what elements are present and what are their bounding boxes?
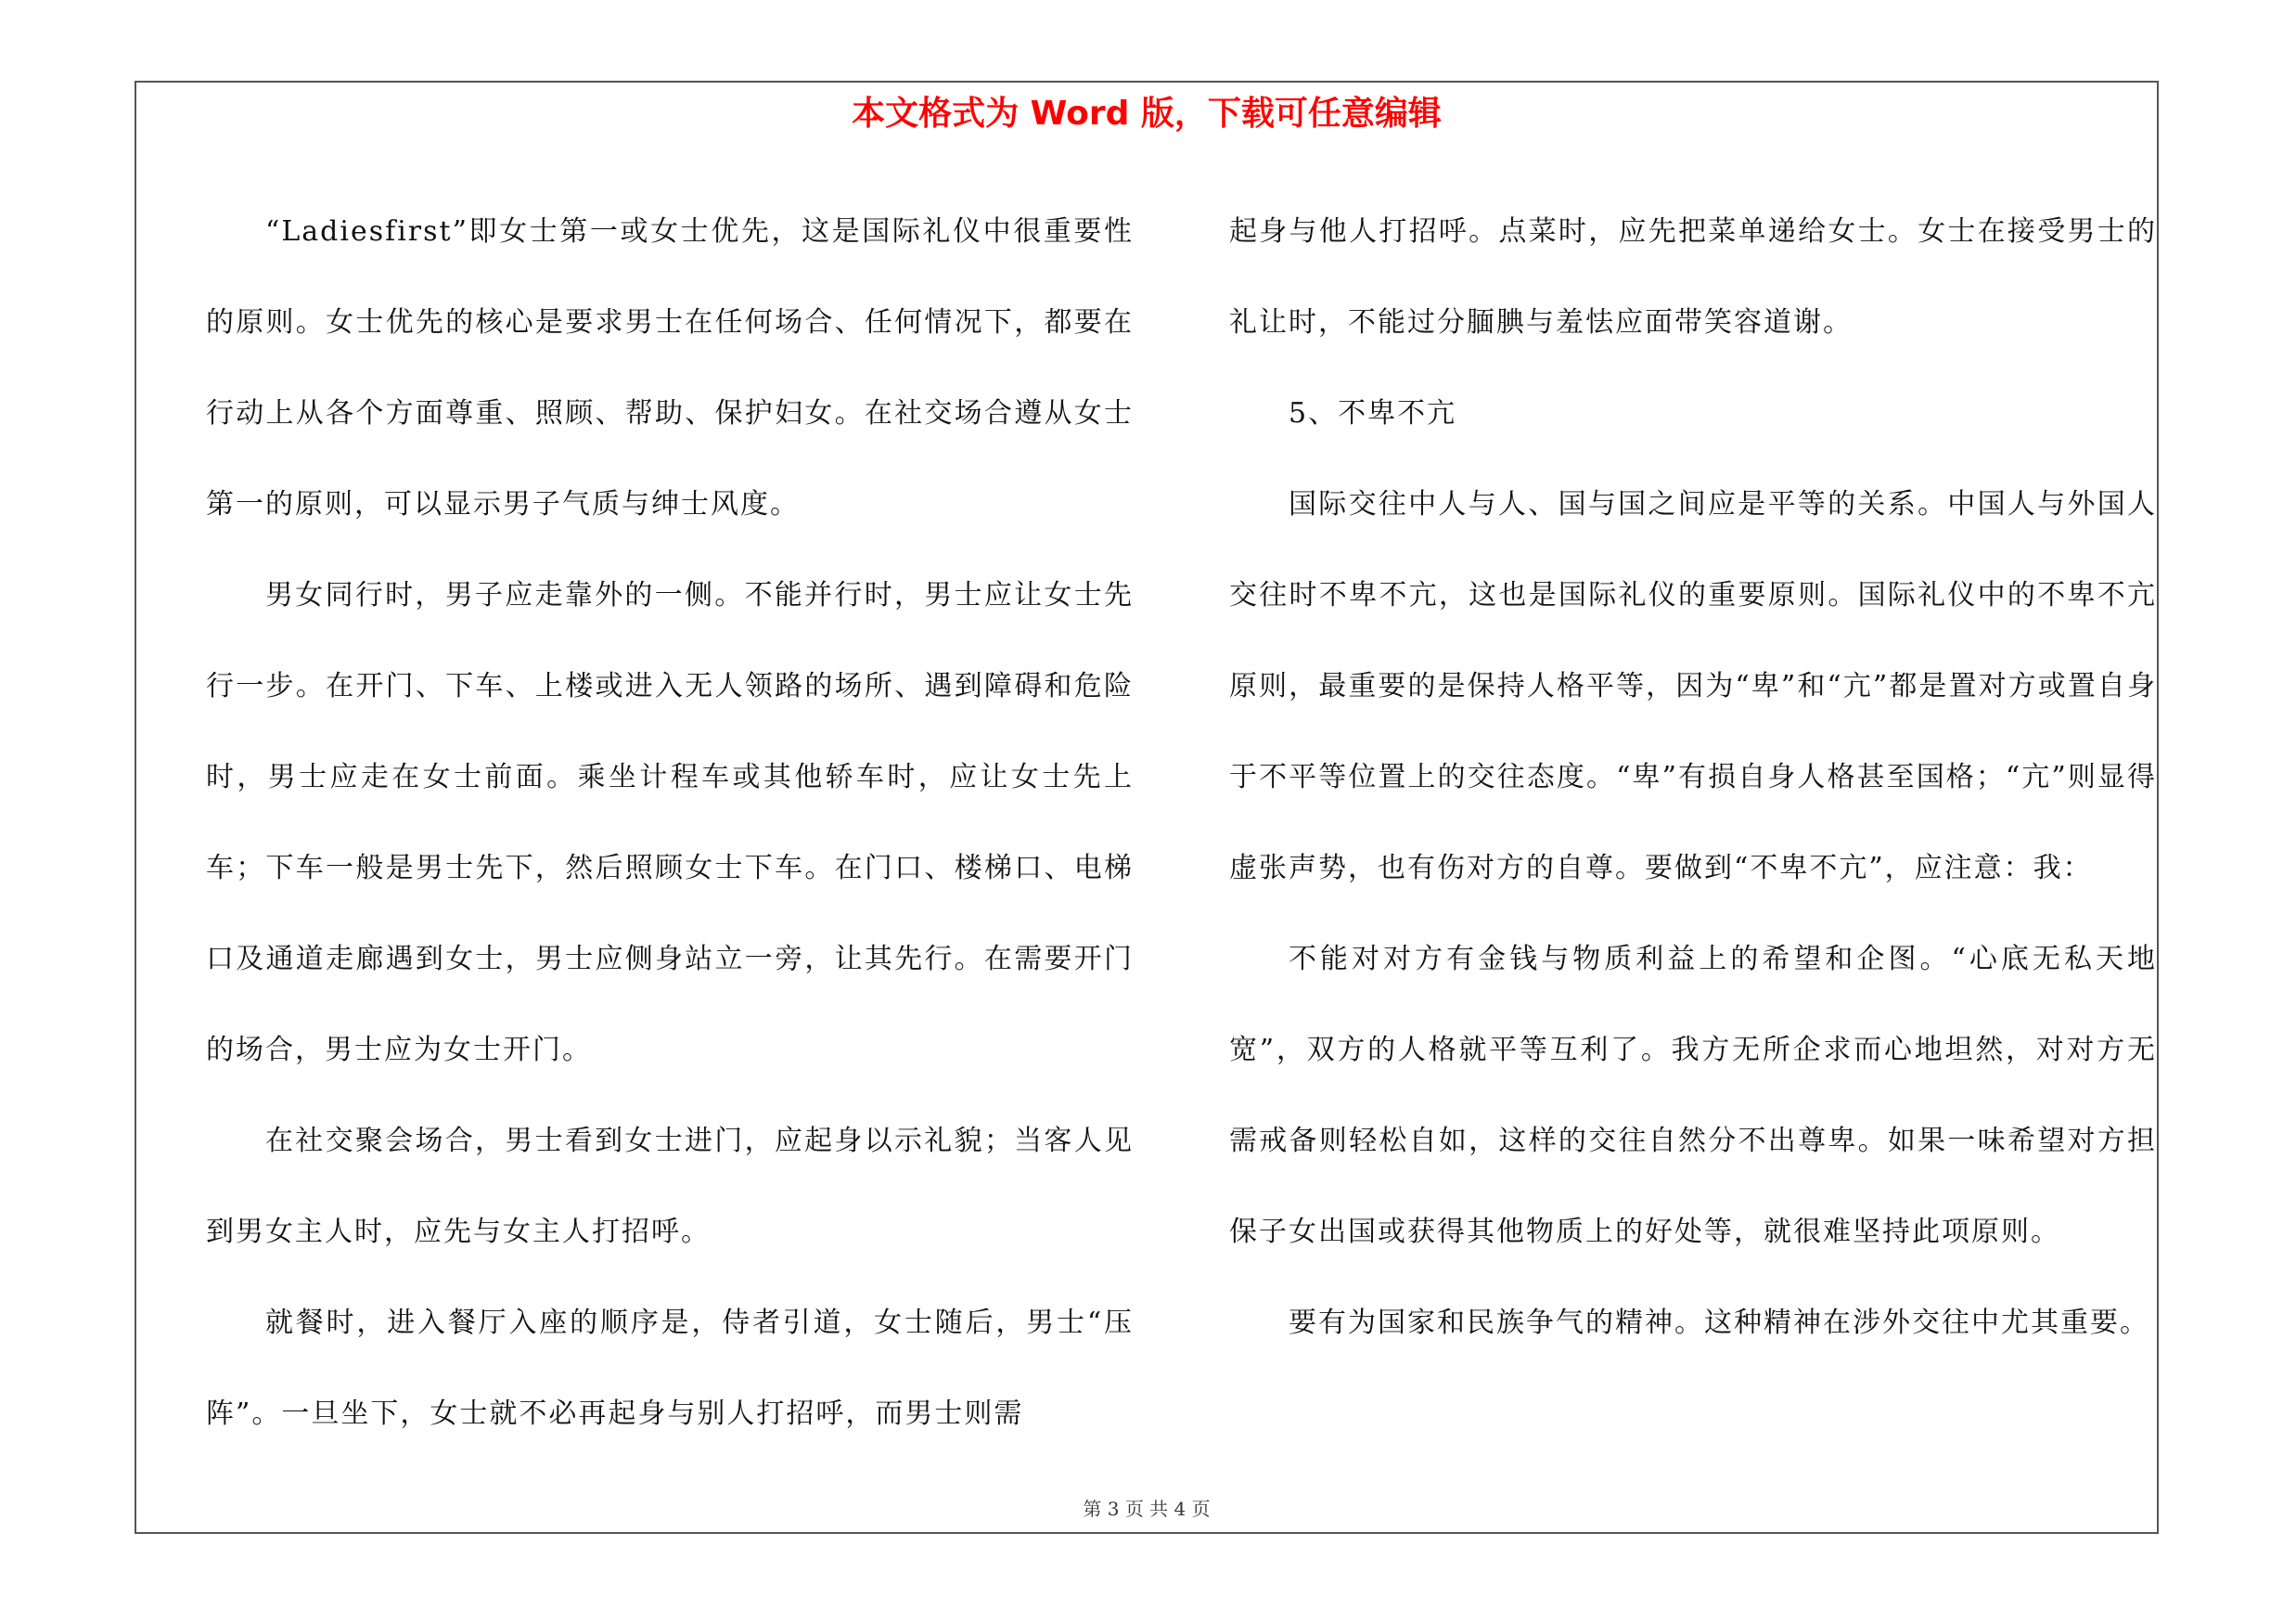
paragraph: 国际交往中人与人、国与国之间应是平等的关系。中国人与外国人交往时不卑不亢，这也是国际礼仪的重要原则。国际礼仪中的不卑不亢原则，最重要的是保持人格平等，因为“卑”和“亢”都是置对方或置自身于不平等位置上的交往态度。“卑”有损自身人格甚至国格；“亢”则显得虚张声势，也有伤对方的自尊。要做到“不卑不亢”，应注意：我： (1229, 488, 2157, 884)
paragraph-continued: 起身与他人打招呼。点菜时，应先把菜单递给女士。女士在接受男士的礼让时，不能过分腼腆与羞怯应面带笑容道谢。 (1229, 215, 2157, 339)
right-column (1229, 187, 2157, 1369)
paragraph: 不能对对方有金钱与物质利益上的希望和企图。“心底无私天地宽”，双方的人格就平等互利了。我方无所企求而心地坦然，对对方无需戒备则轻松自如，这样的交往自然分不出尊卑。如果一味希望对方担保子女出国或获得其他物质上的好处等，就很难坚持此项原则。 (1229, 943, 2157, 1248)
section-heading: 5、不卑不亢 (1289, 397, 1457, 430)
paragraph: 要有为国家和民族争气的精神。这种精神在涉外交往中尤其重要。 (1289, 1307, 2149, 1339)
paragraph: 就餐时，进入餐厅入座的顺序是，侍者引道，女士随后，男士“压阵”。一旦坐下，女士就不必再起身与别人打招呼，而男士则需 (206, 1307, 1134, 1430)
paragraph: “Ladiesfirst”即女士第一或女士优先，这是国际礼仪中很重要性的原则。女士优先的核心是要求男士在任何场合、任何情况下，都要在行动上从各个方面尊重、照顾、帮助、保护妇女。在社交场合遵从女士第一的原则，可以显示男子气质与绅士风度。 (206, 215, 1134, 521)
document-banner: 本文格式为 Word 版，下载可任意编辑 (852, 95, 1442, 133)
page-frame (135, 81, 2159, 1534)
paragraph: 男女同行时，男子应走靠外的一侧。不能并行时，男士应让女士先行一步。在开门、下车、上楼或进入无人领路的场所、遇到障碍和危险时，男士应走在女士前面。乘坐计程车或其他轿车时，应让女士先上车；下车一般是男士先下，然后照顾女士下车。在门口、楼梯口、电梯口及通道走廊遇到女士，男士应侧身站立一旁，让其先行。在需要开门的场合，男士应为女士开门。 (206, 579, 1134, 1066)
left-column (206, 187, 1134, 1460)
page-number-footer: 第 3 页 共 4 页 (1083, 1498, 1211, 1520)
paragraph: 在社交聚会场合，男士看到女士进门，应起身以示礼貌；当客人见到男女主人时，应先与女主人打招呼。 (206, 1125, 1134, 1248)
